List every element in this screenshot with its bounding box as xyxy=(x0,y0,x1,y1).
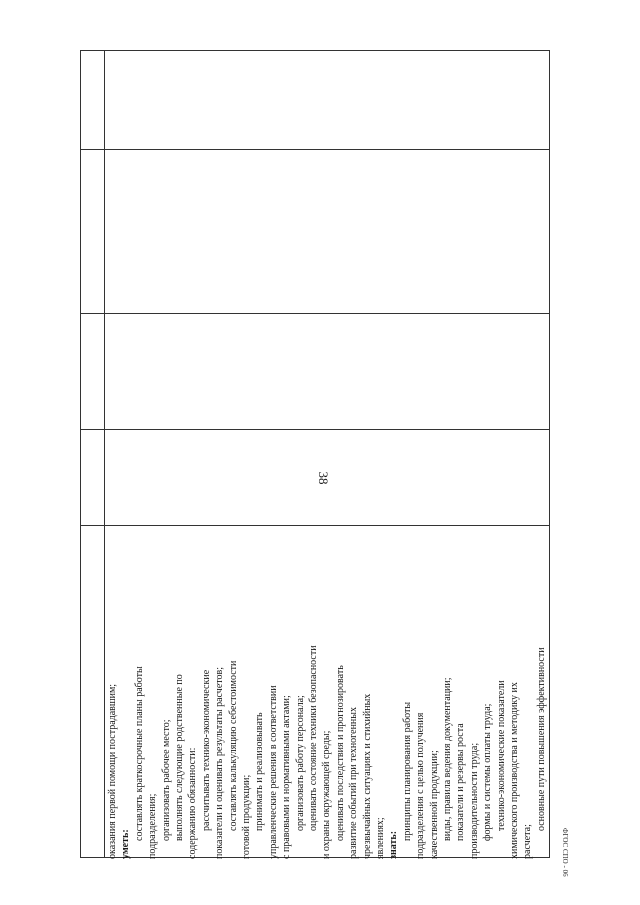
text-line: управленческие решения в соответствии xyxy=(267,685,279,859)
text-line: составлять калькуляцию себестоимости xyxy=(227,660,239,831)
rotated-table xyxy=(80,50,550,858)
text-line: расчета; xyxy=(522,824,534,859)
text-line: с правовыми и нормативными актами; xyxy=(281,695,293,859)
text-line: организовать работу персонала; xyxy=(294,695,306,831)
table-divider xyxy=(81,313,549,314)
text-line: готовой продукции; xyxy=(241,774,252,859)
text-line: принципы планирования работы xyxy=(401,701,413,841)
text-line: рассчитывать технико-экономические xyxy=(200,669,212,831)
text-line: виды, правила ведения документации; xyxy=(442,677,453,841)
table-divider xyxy=(81,149,549,150)
text-line: принимать и реализовывать xyxy=(254,712,266,831)
text-line: технико-экономические показатели xyxy=(495,680,507,831)
table-divider xyxy=(81,429,549,430)
text-line: содержанию обязанности: xyxy=(187,747,199,859)
text-line: оценивать состояние техники безопасности xyxy=(308,645,319,831)
text-line: чрезвычайных ситуациях и стихийных xyxy=(361,693,373,859)
text-line: организовать рабочее место; xyxy=(160,719,172,841)
text-line: подразделения; xyxy=(147,793,159,859)
text-line: и охраны окружающей среды; xyxy=(321,730,333,859)
text-line: качественной продукции; xyxy=(428,750,440,859)
text-line: развитие событий при техногенных xyxy=(348,706,360,859)
text-line: подразделения с целью получения xyxy=(415,712,427,859)
text-line: показатели и оценивать результаты расчетов; xyxy=(214,667,226,859)
footer-code: ФГОС СПО - 06 xyxy=(561,828,569,877)
text-line: химического производства и методику их xyxy=(509,682,520,859)
text-line: знать: xyxy=(388,830,400,859)
text-line: показатели и резервы роста xyxy=(455,723,467,841)
rotated-text-block xyxy=(105,525,551,859)
text-line: основные пути повышения эффективности xyxy=(535,647,547,831)
text-line: явлениях; xyxy=(375,817,386,859)
text-line: оценивать последствия и прогнозировать xyxy=(334,665,346,841)
page-number: 38 xyxy=(316,471,331,485)
text-line: уметь: xyxy=(120,829,132,859)
text-line: составлять краткосрочные планы работы xyxy=(133,666,145,841)
text-line: формы и системы оплаты труда; xyxy=(482,703,494,841)
competency-text-cell xyxy=(105,525,551,859)
text-line: оказания первой помощи пострадавшим; xyxy=(107,683,118,859)
text-line: выполнять следующие родственные по xyxy=(174,674,185,841)
text-line: производительности труда; xyxy=(468,742,480,859)
